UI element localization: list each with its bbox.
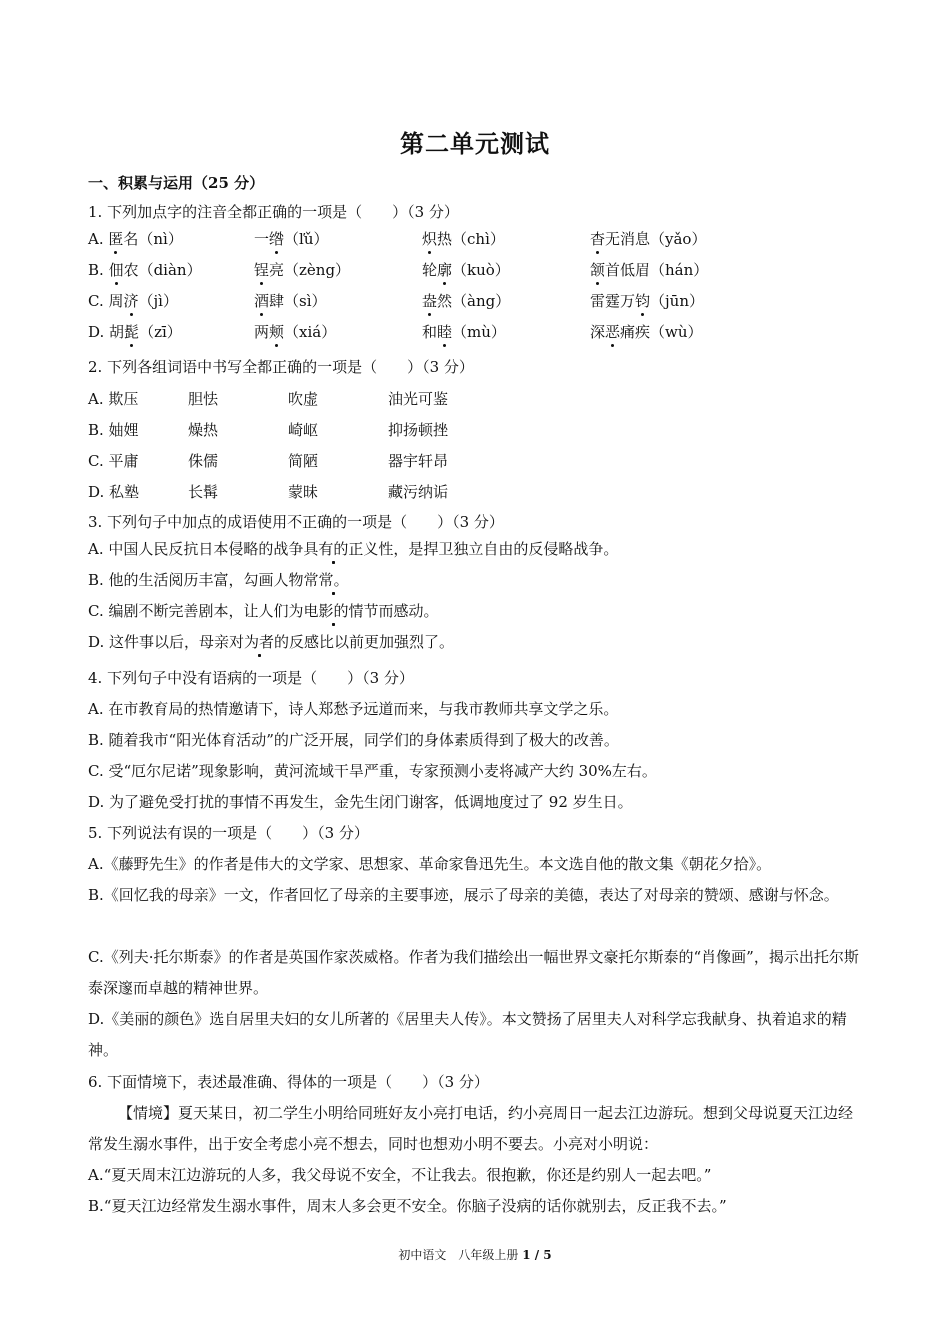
word-cell: 油光可鉴 xyxy=(388,390,449,408)
pinyin-text: （kuò） xyxy=(452,261,510,279)
sentence-text: D. 这件事以后，母亲对为 xyxy=(88,633,260,651)
question-5-option-a: A.《藤野先生》的作者是伟大的文学家、思想家、革命家鲁迅先生。本文选自他的散文集《朝花夕拾》。 xyxy=(88,855,772,873)
option-row xyxy=(88,481,888,501)
option-cell xyxy=(88,321,182,342)
question-4-option-a: A. 在市教育局的热情邀请下，诗人郑愁予远道而来，与我市教师共享文学之乐。 xyxy=(88,700,619,718)
question-3-option xyxy=(88,601,439,621)
pinyin-text: 首低眉（hán） xyxy=(605,261,709,279)
dotted-char: 颊 xyxy=(269,323,285,341)
word-cell: 简陋 xyxy=(288,452,319,470)
option-cell xyxy=(422,290,510,311)
option-cell xyxy=(254,259,350,280)
dotted-char: 睦 xyxy=(437,323,453,341)
dotted-char: 恶 xyxy=(605,323,621,341)
pinyin-text: 无消息（yǎo） xyxy=(605,230,707,248)
word-cell: 吹虚 xyxy=(288,390,319,408)
pinyin-text: 肆（sì） xyxy=(269,292,327,310)
word-text: 两 xyxy=(254,323,270,341)
option-cell xyxy=(590,321,703,342)
option-cell xyxy=(88,228,183,249)
pinyin-text: 农（diàn） xyxy=(123,261,202,279)
pinyin-text: 痛疾（wù） xyxy=(620,323,703,341)
question-4-stem: 4. 下列句子中没有语病的一项是（ ）（3 分） xyxy=(88,669,414,687)
question-3-stem: 3. 下列句子中加点的成语使用不正确的一项是（ ）（3 分） xyxy=(88,513,504,531)
word-cell: 抑扬顿挫 xyxy=(388,421,449,439)
word-text: 轮 xyxy=(422,261,438,279)
option-row xyxy=(88,388,888,408)
pinyin-text: （xiá） xyxy=(284,323,337,341)
option-cell xyxy=(422,228,505,249)
option-row xyxy=(88,321,888,341)
sentence-text: A. 中国人民反抗日本侵略的战争具有 xyxy=(88,540,334,558)
section-heading: 一、积累与运用（25 分） xyxy=(88,174,265,192)
word-text: 胡 xyxy=(109,323,125,341)
option-letter: B. xyxy=(88,261,109,279)
word-cell: 燥热 xyxy=(188,421,219,439)
pinyin-text: （mù） xyxy=(452,323,506,341)
question-6-stem: 6. 下面情境下，表述最准确、得体的一项是（ ）（3 分） xyxy=(88,1073,489,1091)
footer-course: 初中语文 八年级上册 xyxy=(398,1248,519,1262)
option-row xyxy=(88,228,888,248)
option-cell xyxy=(422,259,510,280)
page-title: 第二单元测试 xyxy=(400,129,550,158)
question-6-context: 【情境】夏天某日，初二学生小明给同班好友小亮打电话，约小亮周日一起去江边游玩。想到父母说夏天江边经常发生溺水事件，出于安全考虑小亮不想去，同时也想劝小明不要去。小亮对小明说： xyxy=(88,1104,854,1153)
word-text: 深 xyxy=(590,323,606,341)
word-cell: 崎岖 xyxy=(288,421,319,439)
option-letter: C. xyxy=(88,292,109,310)
pinyin-text: 名（nì） xyxy=(123,230,183,248)
option-cell xyxy=(88,259,202,280)
pinyin-text: （zī） xyxy=(139,323,182,341)
word-cell: C. 平庸 xyxy=(88,452,139,470)
question-3-option xyxy=(88,570,349,590)
word-text: 雷霆万 xyxy=(590,292,636,310)
pinyin-text: 亮（zèng） xyxy=(269,261,351,279)
sentence-text: 者的反感比以前更加强烈了。 xyxy=(259,633,455,651)
footer-page-number: 1 / 5 xyxy=(522,1248,552,1262)
dotted-char: 佃 xyxy=(108,261,124,279)
word-text: 周 xyxy=(108,292,124,310)
question-4-option-d: D. 为了避免受打扰的事情不再发生，金先生闭门谢客，低调地度过了 92 岁生日。 xyxy=(88,793,633,811)
word-cell: 侏儒 xyxy=(188,452,219,470)
dotted-char: 盎 xyxy=(422,292,438,310)
option-letter: A. xyxy=(88,230,109,248)
question-6-option-b: B.“夏天江边经常发生溺水事件，周末人多会更不安全。你脑子没病的话你就别去，反正我不去。” xyxy=(88,1197,727,1215)
word-text: 一 xyxy=(254,230,270,248)
dotted-char: 酒 xyxy=(254,292,270,310)
question-5-option-c: C.《列夫·托尔斯泰》的作者是英国作家茨威格。作者为我们描绘出一幅世界文豪托尔斯泰的“肖像画”，揭示出托尔斯泰深邃而卓越的精神世界。 xyxy=(88,948,859,997)
dotted-char: 髭 xyxy=(124,323,140,341)
question-2-stem: 2. 下列各组词语中书写全都正确的一项是（ ）（3 分） xyxy=(88,358,474,376)
pinyin-text: （jūn） xyxy=(650,292,705,310)
option-row xyxy=(88,259,888,279)
question-5-option-d: D.《美丽的颜色》选自居里夫妇的女儿所著的《居里夫人传》。本文赞扬了居里夫人对科学忘我献身、执着追求的精神。 xyxy=(88,1010,847,1059)
question-6-option-a: A.“夏天周末江边游玩的人多，我父母说不安全，不让我去。很抱歉，你还是约别人一起去吧。” xyxy=(88,1166,712,1184)
option-cell xyxy=(88,290,178,311)
option-cell xyxy=(590,259,708,280)
word-cell: B. 妯娌 xyxy=(88,421,139,439)
option-letter: D. xyxy=(88,323,110,341)
pinyin-text: 热（chì） xyxy=(437,230,505,248)
question-3-option xyxy=(88,632,454,652)
word-cell: 器宇轩昂 xyxy=(388,452,449,470)
question-5-stem: 5. 下列说法有误的一项是（ ）（3 分） xyxy=(88,824,369,842)
page-footer xyxy=(0,1246,950,1263)
dotted-char: 杳 xyxy=(590,230,606,248)
sentence-text: 。 xyxy=(333,571,349,589)
option-cell xyxy=(254,290,327,311)
dotted-char: 钧 xyxy=(635,292,651,310)
word-cell: D. 私塾 xyxy=(88,483,140,501)
question-1-stem: 1. 下列加点字的注音全都正确的一项是（ ）（3 分） xyxy=(88,203,459,221)
word-cell: 胆怯 xyxy=(188,390,219,408)
word-cell: 长髯 xyxy=(188,483,219,501)
option-row xyxy=(88,290,888,310)
sentence-text: C. 编剧不断完善剧本，让人们为电影 xyxy=(88,602,334,620)
option-cell xyxy=(254,228,329,249)
dotted-char: 颔 xyxy=(590,261,606,279)
option-cell xyxy=(590,290,704,311)
word-cell: A. 欺压 xyxy=(88,390,139,408)
question-3-option xyxy=(88,539,618,559)
question-5-option-b: B.《回忆我的母亲》一文，作者回忆了母亲的主要事迹，展示了母亲的美德，表达了对母亲的赞颂、感谢与怀念。 xyxy=(88,886,839,904)
option-cell xyxy=(590,228,706,249)
dotted-char: 炽 xyxy=(422,230,438,248)
option-cell xyxy=(422,321,506,342)
sentence-text: 的情节而感动。 xyxy=(333,602,439,620)
question-4-option-c: C. 受“厄尔尼诺”现象影响，黄河流域干旱严重，专家预测小麦将减产大约 30%左右。 xyxy=(88,762,657,780)
word-cell: 蒙昧 xyxy=(288,483,319,501)
dotted-char: 锃 xyxy=(254,261,270,279)
word-cell: 藏污纳诟 xyxy=(388,483,449,501)
option-cell xyxy=(254,321,336,342)
sentence-text: B. 他的生活阅历丰富，勾画人物常常 xyxy=(88,571,334,589)
word-text: 和 xyxy=(422,323,438,341)
pinyin-text: （jì） xyxy=(138,292,178,310)
dotted-char: 匿 xyxy=(108,230,124,248)
dotted-char: 绺 xyxy=(269,230,285,248)
option-row xyxy=(88,419,888,439)
pinyin-text: （ľǔ） xyxy=(284,230,329,248)
question-4-option-b: B. 随着我市“阳光体育活动”的广泛开展，同学们的身体素质得到了极大的改善。 xyxy=(88,731,619,749)
dotted-char: 济 xyxy=(123,292,139,310)
pinyin-text: 然（àng） xyxy=(437,292,511,310)
dotted-char: 廓 xyxy=(437,261,453,279)
sentence-text: 的正义性，是捍卫独立自由的反侵略战争。 xyxy=(333,540,619,558)
option-row xyxy=(88,450,888,470)
